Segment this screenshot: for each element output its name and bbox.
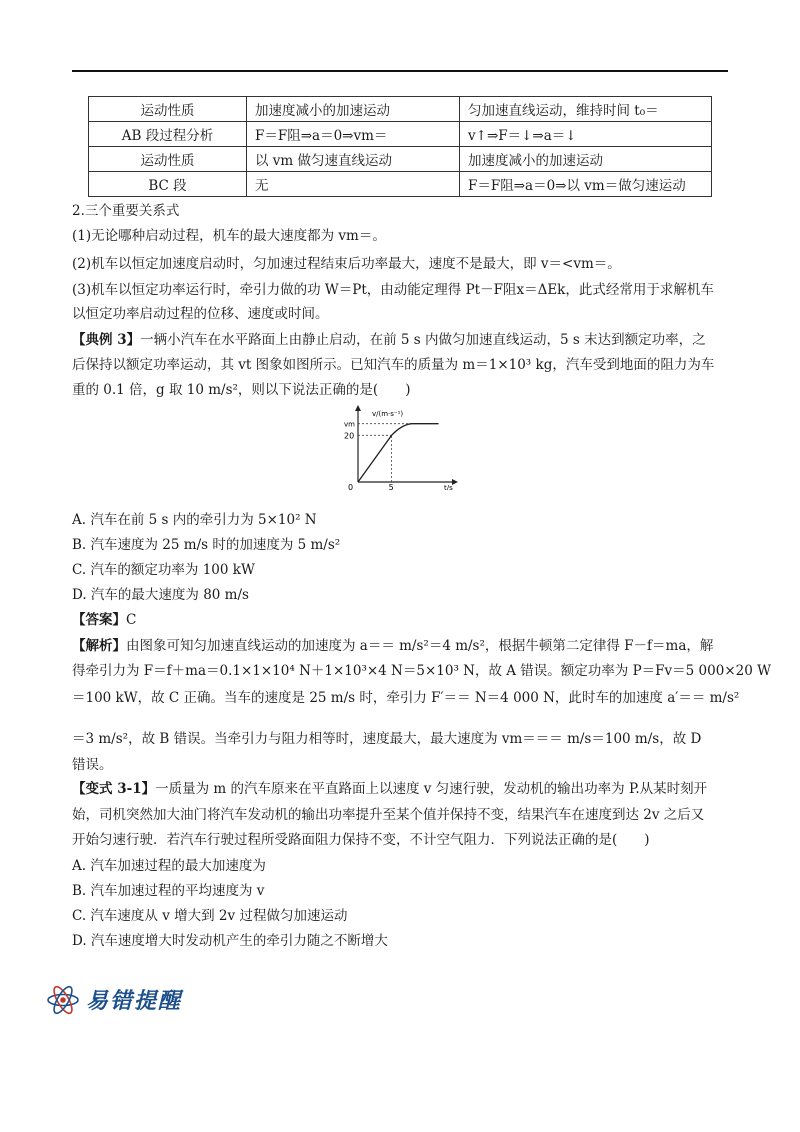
variant-option-d: D. 汽车速度增大时发动机产生的牵引力随之不断增大 — [72, 933, 388, 949]
example-line-1 — [72, 330, 728, 350]
option-b: B. 汽车速度为 25 m/s 时的加速度为 5 m/s² — [72, 537, 341, 553]
option-c: C. 汽车的额定功率为 100 kW — [72, 562, 255, 578]
explain-line-1 — [72, 636, 728, 656]
variant-option-a: A. 汽车加速过程的最大加速度为 — [72, 858, 266, 874]
explain-line-3: ＝100 kW，故 C 正确。当车的速度是 25 m/s 时，牵引力 F′＝＝ N＝4 000 N，此时车的加速度 a′＝＝ m/s² — [72, 690, 740, 706]
example-text: 一辆小汽车在水平路面上由静止启动，在前 5 s 内做匀加速直线运动，5 s 末达到额定功率，之 — [140, 332, 706, 348]
table-cell: 运动性质 — [89, 97, 247, 122]
explain-line-5: 错误。 — [72, 757, 113, 773]
y-tick-20: 20 — [344, 431, 355, 441]
variant-line-2: 始，司机突然加大油门将汽车发动机的输出功率提升至某个值并保持不变，结果汽车在速度到达 2v 之后又 — [72, 807, 705, 823]
example-line-3: 重的 0.1 倍，g 取 10 m/s²，则以下说法正确的是( ) — [72, 382, 411, 398]
example-label: 【典例 3】 — [72, 332, 141, 348]
table-cell: 无 — [247, 172, 460, 197]
example-line-2: 后保持以额定功率运动，其 vt 图象如图所示。已知汽车的质量为 m＝1×10³ kg，汽车受到地面的阻力为车 — [72, 357, 715, 373]
variant-line-3: 开始匀速行驶．若汽车行驶过程所受路面阻力保持不变，不计空气阻力．下列说法正确的是( ) — [72, 832, 650, 848]
table-cell: F＝F阻⇒a＝0⇒vm＝ — [247, 122, 460, 147]
relation-2: (2)机车以恒定加速度启动时，匀加速过程结束后功率最大，速度不是最大，即 v＝<vm＝。 — [72, 256, 621, 272]
answer-value: C — [126, 612, 137, 628]
table-row — [89, 97, 712, 122]
header-rule — [72, 70, 728, 72]
summary-table — [88, 96, 712, 197]
explain-text: 由图象可知匀加速直线运动的加速度为 a＝＝ m/s²＝4 m/s²，根据牛顿第二定律得 F－f＝ma，解 — [126, 638, 714, 654]
table-row — [89, 147, 712, 172]
table-cell: 以 vm 做匀速直线运动 — [247, 147, 460, 172]
table-cell: 运动性质 — [89, 147, 247, 172]
variant-label: 【变式 3-1】 — [72, 781, 156, 797]
variant-text: 一质量为 m 的汽车原来在平直路面上以速度 v 匀速行驶，发动机的输出功率为 P.从某时刻开 — [155, 781, 708, 797]
x-axis-label: t/s — [444, 484, 453, 490]
option-a: A. 汽车在前 5 s 内的牵引力为 5×10² N — [72, 512, 317, 528]
answer-label: 【答案】 — [72, 612, 126, 628]
table-cell: F＝F阻⇒a＝0⇒以 vm＝做匀速运动 — [460, 172, 712, 197]
variant-option-c: C. 汽车速度从 v 增大到 2v 过程做匀加速运动 — [72, 908, 348, 924]
relation-3-cont: 以恒定功率启动过程的位移、速度或时间。 — [72, 306, 329, 322]
table-cell: 加速度减小的加速运动 — [460, 147, 712, 172]
table-row — [89, 122, 712, 147]
table-row — [89, 172, 712, 197]
section-heading: 2.三个重要关系式 — [72, 203, 180, 219]
explain-line-4: ＝3 m/s²，故 B 错误。当牵引力与阻力相等时，速度最大，最大速度为 vm＝＝＝ m/s＝100 m/s，故 D — [72, 731, 702, 747]
answer-line — [72, 610, 728, 630]
relation-3: (3)机车以恒定功率运行时，牵引力做的功 W＝Pt，由动能定理得 Pt－F阻x＝ΔEk，此式经常用于求解机车 — [72, 282, 714, 298]
explain-label: 【解析】 — [72, 638, 126, 654]
x-tick-5: 5 — [388, 483, 394, 490]
table-cell: BC 段 — [89, 172, 247, 197]
vt-series-line — [358, 424, 439, 482]
error-tips-logo — [46, 984, 182, 1015]
table-cell: v↑⇒F＝↓⇒a＝↓ — [460, 122, 712, 147]
atom-icon — [46, 985, 80, 1015]
relation-1: (1)无论哪种启动过程，机车的最大速度都为 vm＝。 — [72, 228, 386, 244]
vt-chart — [332, 404, 462, 490]
x-tick-0: 0 — [348, 483, 354, 490]
variant-option-b: B. 汽车加速过程的平均速度为 v — [72, 883, 265, 899]
y-axis-arrow — [355, 405, 361, 411]
variant-line-1 — [72, 779, 728, 799]
x-axis-arrow — [452, 479, 458, 485]
y-tick-vm: vm — [344, 420, 355, 429]
explain-line-2: 得牵引力为 F＝f＋ma＝0.1×1×10⁴ N＋1×10³×4 N＝5×10³ N，故 A 错误。额定功率为 P＝Fv＝5 000×20 W — [72, 663, 771, 679]
option-d: D. 汽车的最大速度为 80 m/s — [72, 587, 249, 603]
logo-title: 易错提醒 — [86, 988, 183, 1014]
table-cell: 匀加速直线运动，维持时间 t₀＝ — [460, 97, 712, 122]
table-cell: AB 段过程分析 — [89, 122, 247, 147]
y-axis-label: v/(m·s⁻¹) — [372, 410, 404, 418]
table-cell: 加速度减小的加速运动 — [247, 97, 460, 122]
